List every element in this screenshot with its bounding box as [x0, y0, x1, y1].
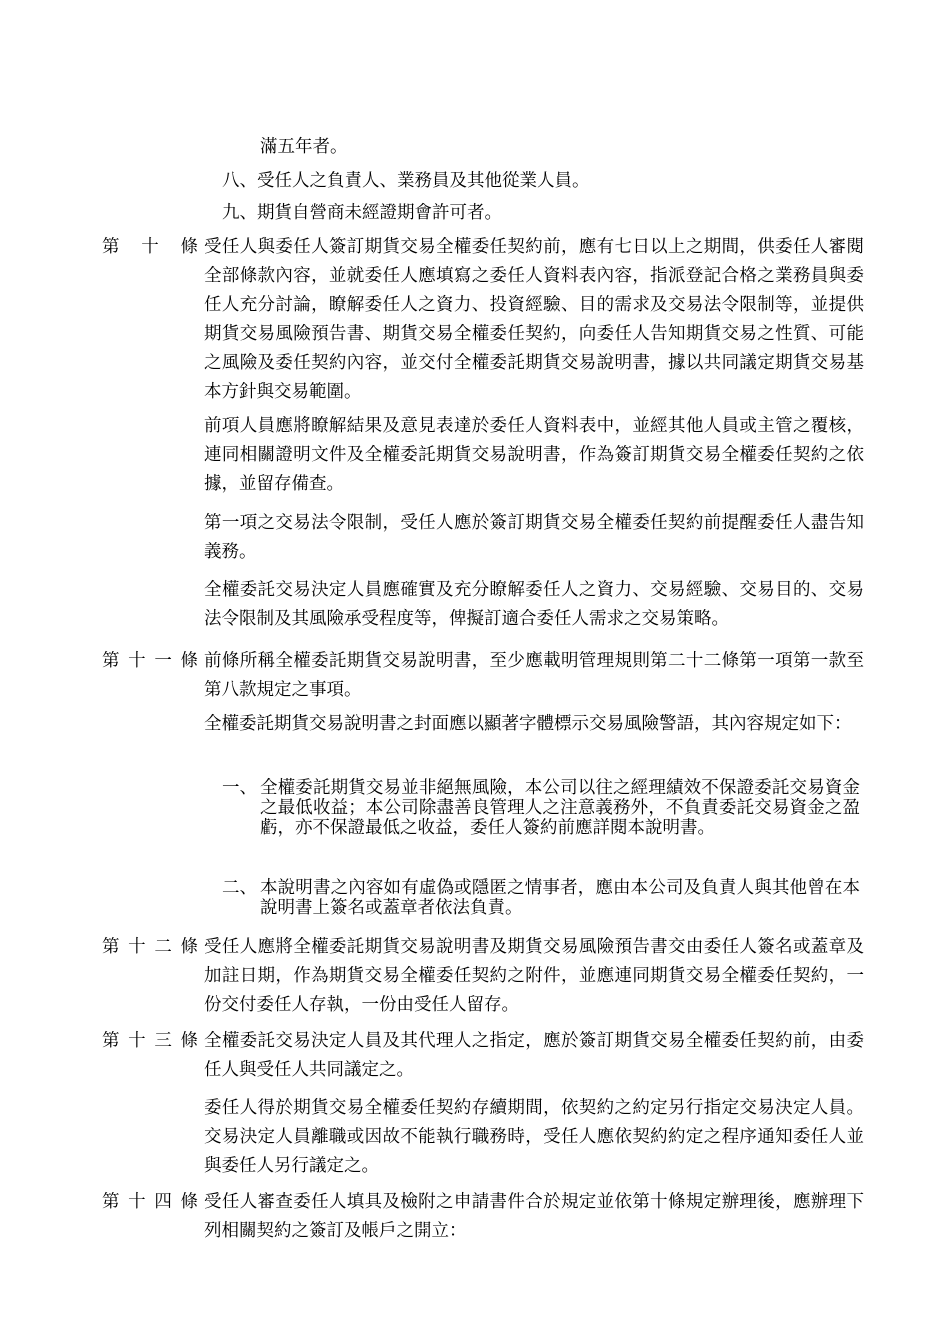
article-12-label: 第 十 二 條	[102, 937, 198, 957]
article-11-paragraph-1: 前條所稱全權委託期貨交易說明書，至少應載明管理規則第二十二條第一項第一款至第八款規定之事項。	[204, 651, 864, 700]
article-10-paragraph-2: 前項人員應將瞭解結果及意見表達於委任人資料表中，並經其他人員或主管之覆核，連同相關證明文件及全權委託期貨交易說明書，作為簽訂期貨交易全權委任契約之依據，並留存備查。	[204, 416, 864, 494]
article-11-item-2: 二、 本說明書之內容如有虛偽或隱匿之情事者，應由本公司及負責人與其他曾在本說明書上簽名或蓋章者依法負責。	[222, 878, 860, 918]
article-13-label: 第 十 三 條	[102, 1031, 198, 1051]
article-14-label: 第 十 四 條	[102, 1192, 198, 1212]
article-12-paragraph-1: 受任人應將全權委託期貨交易說明書及期貨交易風險預告書交由委任人簽名或蓋章及加註日期，作為期貨交易全權委任契約之附件，並應連同期貨交易全權委任契約，一份交付委任人存執，一份由受任人留存。	[204, 937, 864, 1015]
article-10-paragraph-4: 全權委託交易決定人員應確實及充分瞭解委任人之資力、交易經驗、交易目的、交易法令限制及其風險承受程度等，俾擬訂適合委任人需求之交易策略。	[204, 580, 864, 629]
article-14-paragraph-1: 受任人審查委任人填具及檢附之申請書件合於規定並依第十條規定辦理後，應辦理下列相關契約之簽訂及帳戶之開立：	[204, 1192, 864, 1241]
article-13-paragraph-1: 全權委託交易決定人員及其代理人之指定，應於簽訂期貨交易全權委任契約前，由委任人與受任人共同議定之。	[204, 1031, 864, 1080]
article-11-paragraph-2: 全權委託期貨交易說明書之封面應以顯著字體標示交易風險警語，其內容規定如下：	[204, 714, 852, 734]
list-item-8: 八、受任人之負責人、業務員及其他從業人員。	[222, 171, 590, 191]
list-continuation: 滿五年者。	[260, 137, 348, 157]
article-10-paragraph-1: 受任人與委任人簽訂期貨交易全權委任契約前，應有七日以上之期間，供委任人審閱全部條款內容，並就委任人應填寫之委任人資料表內容，指派登記合格之業務員與委任人充分討論，瞭解委任人之資力、投資經驗、目的需求及交易法令限制等，並提供期貨交易風險預告書、期貨交易全權委任契約，向委任人告知期貨交易之性質、可能之風險及委任契約內容，並交付全權委託期貨交易說明書，據以共同議定期貨交易基本方針與交易範圍。	[204, 237, 864, 402]
article-11-label: 第 十 一 條	[102, 651, 198, 671]
article-13-paragraph-2: 委任人得於期貨交易全權委任契約存續期間，依契約之約定另行指定交易決定人員。交易決定人員離職或因故不能執行職務時，受任人應依契約約定之程序通知委任人並與委任人另行議定之。	[204, 1098, 864, 1176]
article-10-paragraph-3: 第一項之交易法令限制，受任人應於簽訂期貨交易全權委任契約前提醒委任人盡告知義務。	[204, 513, 864, 562]
article-11-item-1: 一、 全權委託期貨交易並非絕無風險，本公司以往之經理績效不保證委託交易資金之最低收益；本公司除盡善良管理人之注意義務外，不負責委託交易資金之盈虧，亦不保證最低之收益，委任人簽約前應詳閱本說明書。	[222, 778, 860, 838]
list-item-9: 九、期貨自營商未經證期會許可者。	[222, 203, 502, 223]
article-10-label: 第 十 條	[102, 237, 198, 257]
